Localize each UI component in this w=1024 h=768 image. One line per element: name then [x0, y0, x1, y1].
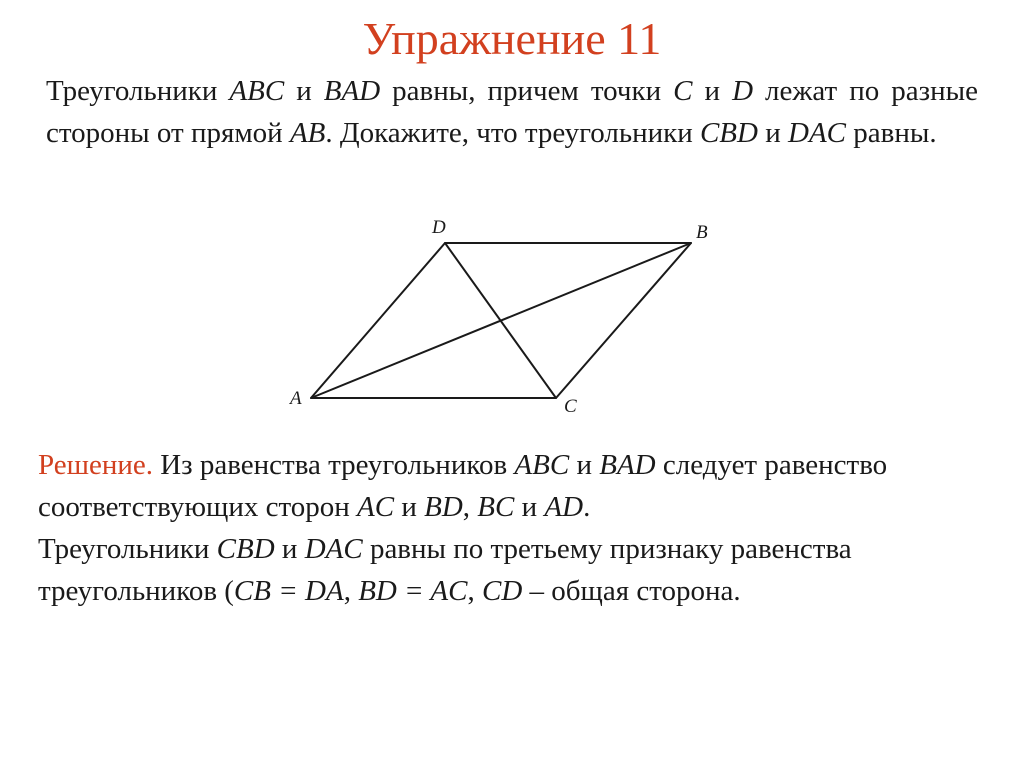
- triangle-cbd: CBD: [216, 533, 275, 565]
- solution-text-part: ,: [462, 491, 478, 523]
- solution-text-part: ,: [343, 575, 359, 607]
- triangle-bad: BAD: [323, 75, 381, 107]
- label-a: A: [290, 388, 302, 409]
- triangle-abc: ABC: [514, 449, 570, 481]
- problem-text: равны.: [846, 117, 937, 149]
- solution-text-part: и: [394, 491, 425, 523]
- solution-text-part: равны по третьему признаку равенства треугольников (: [38, 533, 852, 607]
- problem-text: лежат по разные стороны от прямой: [46, 75, 978, 149]
- solution-text-part: .: [583, 491, 591, 523]
- slide-title: Упражнение 11: [362, 13, 662, 64]
- label-b: B: [696, 222, 708, 243]
- equality-bd-ac: BD = AC: [358, 575, 468, 607]
- triangle-dac: DAC: [788, 117, 846, 149]
- equality-cb-da: CB = DA: [233, 575, 344, 607]
- point-c: C: [673, 75, 693, 107]
- solution-text-part: и: [274, 533, 305, 565]
- solution-heading: Решение.: [38, 449, 153, 481]
- problem-text: Треугольники: [46, 75, 230, 107]
- problem-statement: [46, 70, 978, 154]
- side-cd: CD: [481, 575, 523, 607]
- triangle-cbd: CBD: [699, 117, 758, 149]
- solution-text-part: Треугольники: [38, 533, 217, 565]
- solution-text-part: Из равенства треугольников: [152, 449, 515, 481]
- problem-text: . Докажите, что треугольники: [325, 117, 700, 149]
- side-bc: BC: [477, 491, 515, 523]
- solution-text-part: и: [514, 491, 545, 523]
- solution-text: [38, 444, 918, 612]
- diagonal-dc: [445, 243, 556, 398]
- label-c: C: [564, 396, 577, 417]
- line-ab: AB: [289, 117, 326, 149]
- label-d: D: [432, 217, 446, 238]
- problem-text: равны, причем точки: [380, 75, 674, 107]
- geometry-figure: [276, 206, 736, 422]
- point-d: D: [732, 75, 754, 107]
- parallelogram-diagram: [276, 206, 736, 422]
- solution-text-part: – общая сторона.: [522, 575, 741, 607]
- problem-text: и: [284, 75, 324, 107]
- side-ac: AC: [357, 491, 395, 523]
- side-bd: BD: [424, 491, 463, 523]
- problem-text: и: [757, 117, 788, 149]
- side-ad: AD: [544, 491, 584, 523]
- solution-text-part: ,: [467, 575, 482, 607]
- triangle-abc: ABC: [229, 75, 285, 107]
- problem-text: и: [692, 75, 733, 107]
- triangle-dac: DAC: [304, 533, 363, 565]
- triangle-bad: BAD: [599, 449, 656, 481]
- solution-text-part: и: [569, 449, 600, 481]
- solution-text-part: следует равенство соответствующих сторон: [38, 449, 888, 523]
